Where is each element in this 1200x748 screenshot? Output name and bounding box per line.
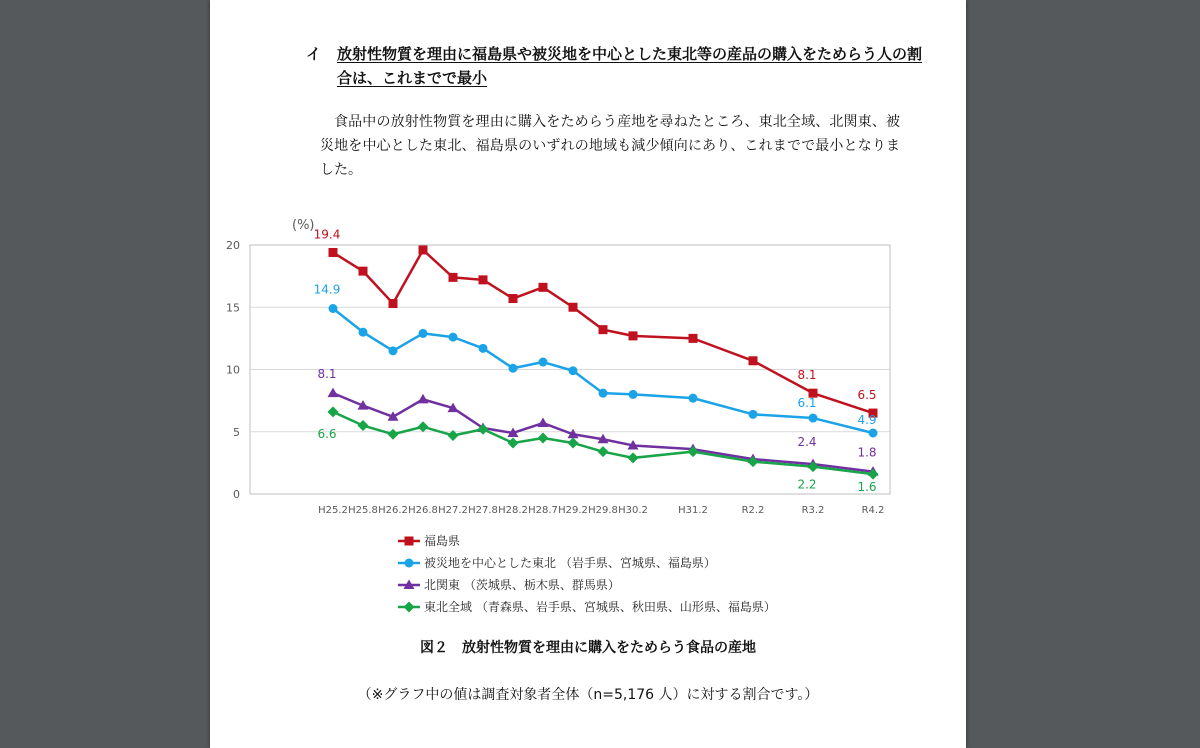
data-point [479, 344, 488, 353]
data-label: 6.5 [857, 388, 877, 403]
data-point [569, 303, 578, 312]
data-point [568, 437, 579, 448]
x-tick-label: H30.2 [618, 505, 648, 516]
legend-entry: 被災地を中心とした東北 （岩手県、宮城県、福島県） [424, 556, 716, 570]
x-tick-label: H26.8 [408, 505, 438, 516]
y-tick-label: 10 [226, 363, 240, 377]
data-point [418, 394, 429, 404]
data-point [689, 394, 698, 403]
data-point [419, 245, 428, 254]
data-point [508, 437, 519, 448]
data-label: 2.4 [797, 435, 817, 450]
data-point [418, 421, 429, 432]
y-tick-label: 0 [233, 488, 240, 501]
data-point [869, 428, 878, 437]
body-paragraph: 食品中の放射性物質を理由に購入をためらう産地を尋ねたところ、東北全域、北関東、被災地を中心とした東北、福島県のいずれの地域も減少傾向にあり、これまでで最小となりました。 [320, 114, 900, 178]
data-point [599, 325, 608, 334]
x-tick-label: R3.2 [801, 505, 825, 516]
data-point [479, 275, 488, 284]
data-point [539, 283, 548, 292]
legend-entry: 福島県 [424, 534, 461, 548]
x-tick-label: H25.2 [318, 505, 348, 516]
legend-marker [405, 559, 414, 568]
data-point [689, 334, 698, 343]
data-label: 4.9 [857, 412, 877, 427]
x-tick-label: R4.2 [861, 505, 885, 516]
y-tick-label: 5 [233, 425, 240, 439]
x-tick-label: H31.2 [678, 505, 708, 516]
legend-entry: 東北全域 （青森県、岩手県、宮城県、秋田県、山形県、福島県） [424, 600, 776, 614]
data-label: 19.4 [313, 227, 341, 242]
line-chart [226, 212, 918, 622]
data-label: 8.1 [317, 367, 337, 382]
data-point [509, 294, 518, 303]
data-point [359, 328, 368, 337]
y-tick-label: 15 [226, 301, 240, 315]
data-point [328, 388, 339, 398]
data-point [419, 329, 428, 338]
data-label: 14.9 [313, 282, 341, 297]
legend-marker [404, 602, 415, 613]
x-tick-label: H27.2 [438, 505, 468, 516]
data-point [569, 366, 578, 375]
data-point [538, 418, 549, 428]
data-point [598, 446, 609, 457]
data-point [329, 304, 338, 313]
data-point [809, 414, 818, 423]
x-tick-label: H29.2 [558, 505, 588, 516]
x-tick-label: H29.8 [588, 505, 618, 516]
data-point [359, 267, 368, 276]
y-axis-unit: (%) [292, 218, 315, 233]
data-point [358, 420, 369, 431]
data-label: 1.8 [857, 445, 877, 460]
x-tick-label: H28.2 [498, 505, 528, 516]
x-tick-label: H28.7 [528, 505, 558, 516]
data-label: 2.2 [797, 477, 817, 492]
x-tick-label: H25.8 [348, 505, 378, 516]
y-tick-label: 20 [226, 239, 240, 252]
data-point [629, 390, 638, 399]
series-line [333, 393, 873, 471]
data-point [628, 452, 639, 463]
data-point [629, 331, 638, 340]
data-point [329, 248, 338, 257]
heading-text: 放射性物質を理由に福島県や被災地を中心とした東北等の産品の購入をためらう人の割合は、これまでで最小 [337, 45, 923, 87]
data-point [389, 299, 398, 308]
data-label: 6.1 [797, 396, 817, 411]
data-point [389, 346, 398, 355]
data-label: 6.6 [317, 426, 337, 441]
data-point [449, 333, 458, 342]
x-tick-label: H27.8 [468, 505, 498, 516]
data-point [599, 389, 608, 398]
data-point [749, 356, 758, 365]
x-tick-label: H26.2 [378, 505, 408, 516]
heading-marker: イ [306, 45, 322, 63]
data-point [449, 273, 458, 282]
data-point [328, 406, 339, 417]
data-point [388, 429, 399, 440]
x-tick-label: R2.2 [741, 505, 765, 516]
data-label: 1.6 [857, 480, 877, 495]
data-point [539, 358, 548, 367]
figure-caption: 図２ 放射性物質を理由に購入をためらう食品の産地 [420, 640, 756, 656]
document-page [210, 0, 966, 748]
data-point [538, 432, 549, 443]
data-point [749, 410, 758, 419]
data-point [509, 364, 518, 373]
legend-marker [405, 537, 414, 546]
footnote: （※グラフ中の値は調査対象者全体（n=5,176 人）に対する割合です。） [357, 687, 819, 703]
data-label: 8.1 [797, 368, 817, 383]
legend-entry: 北関東 （茨城県、栃木県、群馬県） [424, 578, 620, 592]
section-heading [306, 42, 926, 90]
